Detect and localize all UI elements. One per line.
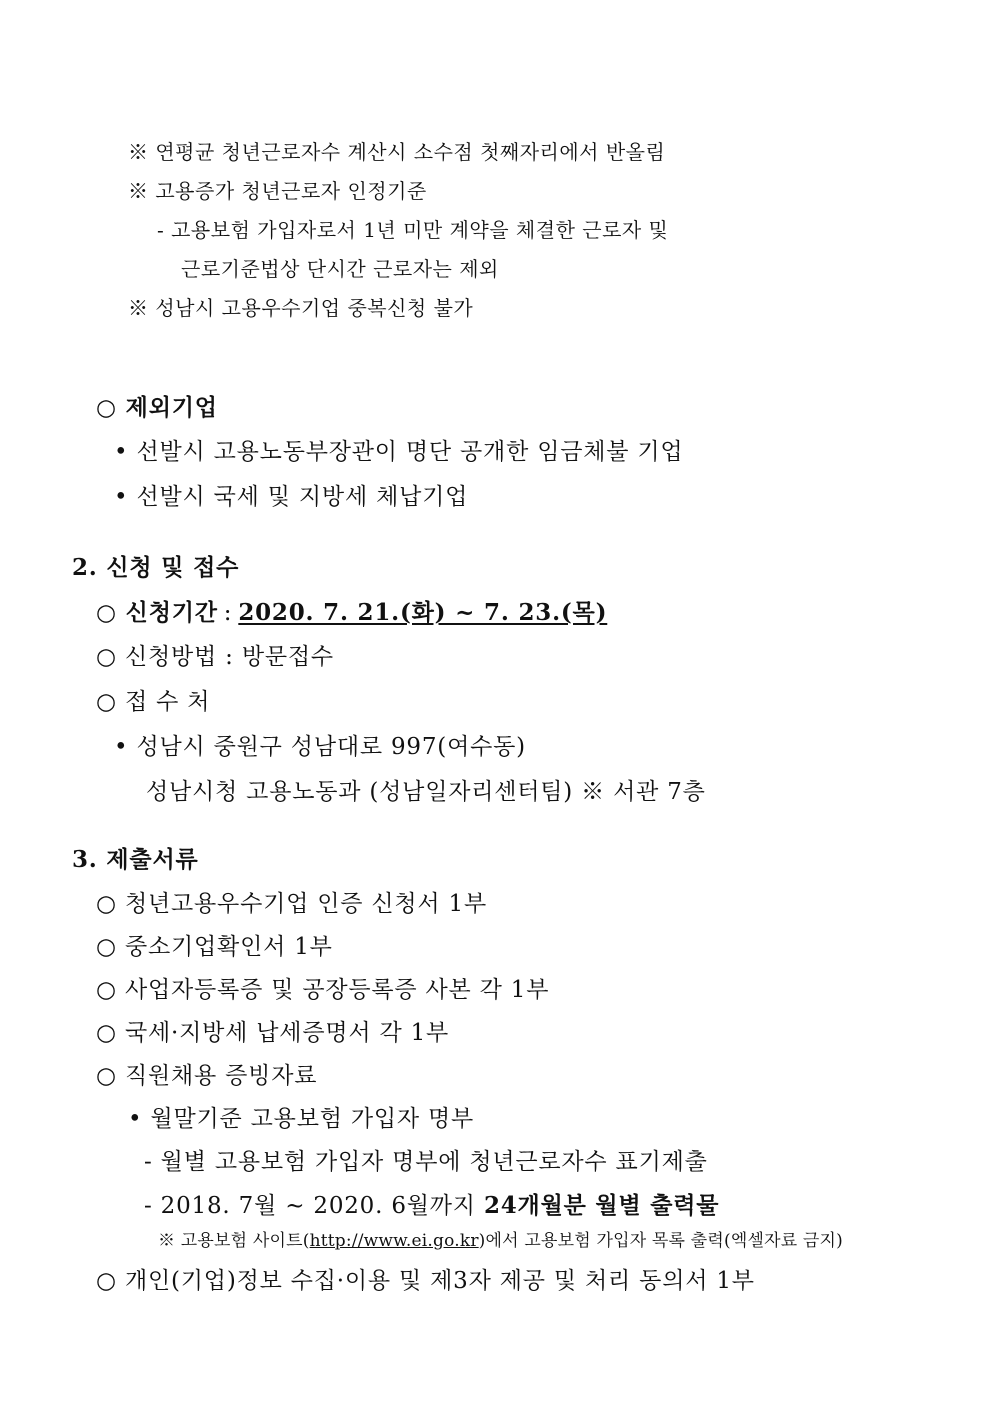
reception-address-line-1: • 성남시 중원구 성남대로 997(여수동) <box>114 734 526 760</box>
excluded-heading: ○ 제외기업 <box>96 394 218 421</box>
employment-insurance-link[interactable]: http://www.ei.go.kr <box>309 1231 479 1251</box>
doc-roster-note-suffix: )에서 고용보험 가입자 목록 출력(엑셀자료 금지) <box>478 1231 844 1251</box>
doc-business-registration: ○ 사업자등록증 및 공장등록증 사본 각 1부 <box>96 977 550 1003</box>
application-period-value: 2020. 7. 21.(화) ~ 7. 23.(목) <box>238 599 608 626</box>
excluded-item-wage-arrears: • 선발시 고용노동부장관이 명단 공개한 임금체불 기업 <box>114 439 684 465</box>
doc-roster-note-prefix: ※ 고용보험 사이트( <box>158 1231 310 1251</box>
note-criteria-detail-1: - 고용보험 가입자로서 1년 미만 계약을 체결한 근로자 및 <box>157 218 669 242</box>
reception-address-line-2: 성남시청 고용노동과 (성남일자리센터팀) ※ 서관 7층 <box>146 779 706 805</box>
section-3-title: 3. 제출서류 <box>72 846 199 873</box>
note-hiring-criteria: ※ 고용증가 청년근로자 인정기준 <box>128 179 427 203</box>
doc-roster-detail: - 월별 고용보험 가입자 명부에 청년근로자수 표기제출 <box>144 1149 708 1175</box>
doc-hiring-evidence: ○ 직원채용 증빙자료 <box>96 1063 318 1089</box>
application-period-label: ○ 신청기간 <box>96 599 218 626</box>
doc-roster-note <box>158 1233 843 1250</box>
doc-roster-period-bold: 24개월분 월별 출력물 <box>483 1192 720 1219</box>
doc-roster-period-range: - 2018. 7월 ∼ 2020. 6월까지 <box>144 1193 476 1219</box>
doc-tax-certificate: ○ 국세·지방세 납세증명서 각 1부 <box>96 1020 450 1046</box>
note-criteria-detail-2: 근로기준법상 단시간 근로자는 제외 <box>181 257 499 281</box>
reception-place-label: ○ 접 수 처 <box>96 689 211 715</box>
section-2-title: 2. 신청 및 접수 <box>72 554 240 581</box>
doc-application-form: ○ 청년고용우수기업 인증 신청서 1부 <box>96 891 487 917</box>
excluded-item-tax-arrears: • 선발시 국세 및 지방세 체납기업 <box>114 484 469 510</box>
application-period <box>96 601 607 625</box>
doc-sme-certificate: ○ 중소기업확인서 1부 <box>96 934 333 960</box>
doc-roster-period <box>144 1194 719 1218</box>
doc-insurance-roster: • 월말기준 고용보험 가입자 명부 <box>128 1106 475 1132</box>
doc-privacy-consent: ○ 개인(기업)정보 수집·이용 및 제3자 제공 및 처리 동의서 1부 <box>96 1268 755 1294</box>
note-no-duplicate: ※ 성남시 고용우수기업 중복신청 불가 <box>128 296 474 320</box>
application-method: ○ 신청방법 : 방문접수 <box>96 644 334 670</box>
application-period-separator: : <box>223 600 233 626</box>
note-average-youth-workers: ※ 연평균 청년근로자수 계산시 소수점 첫째자리에서 반올림 <box>128 140 666 164</box>
